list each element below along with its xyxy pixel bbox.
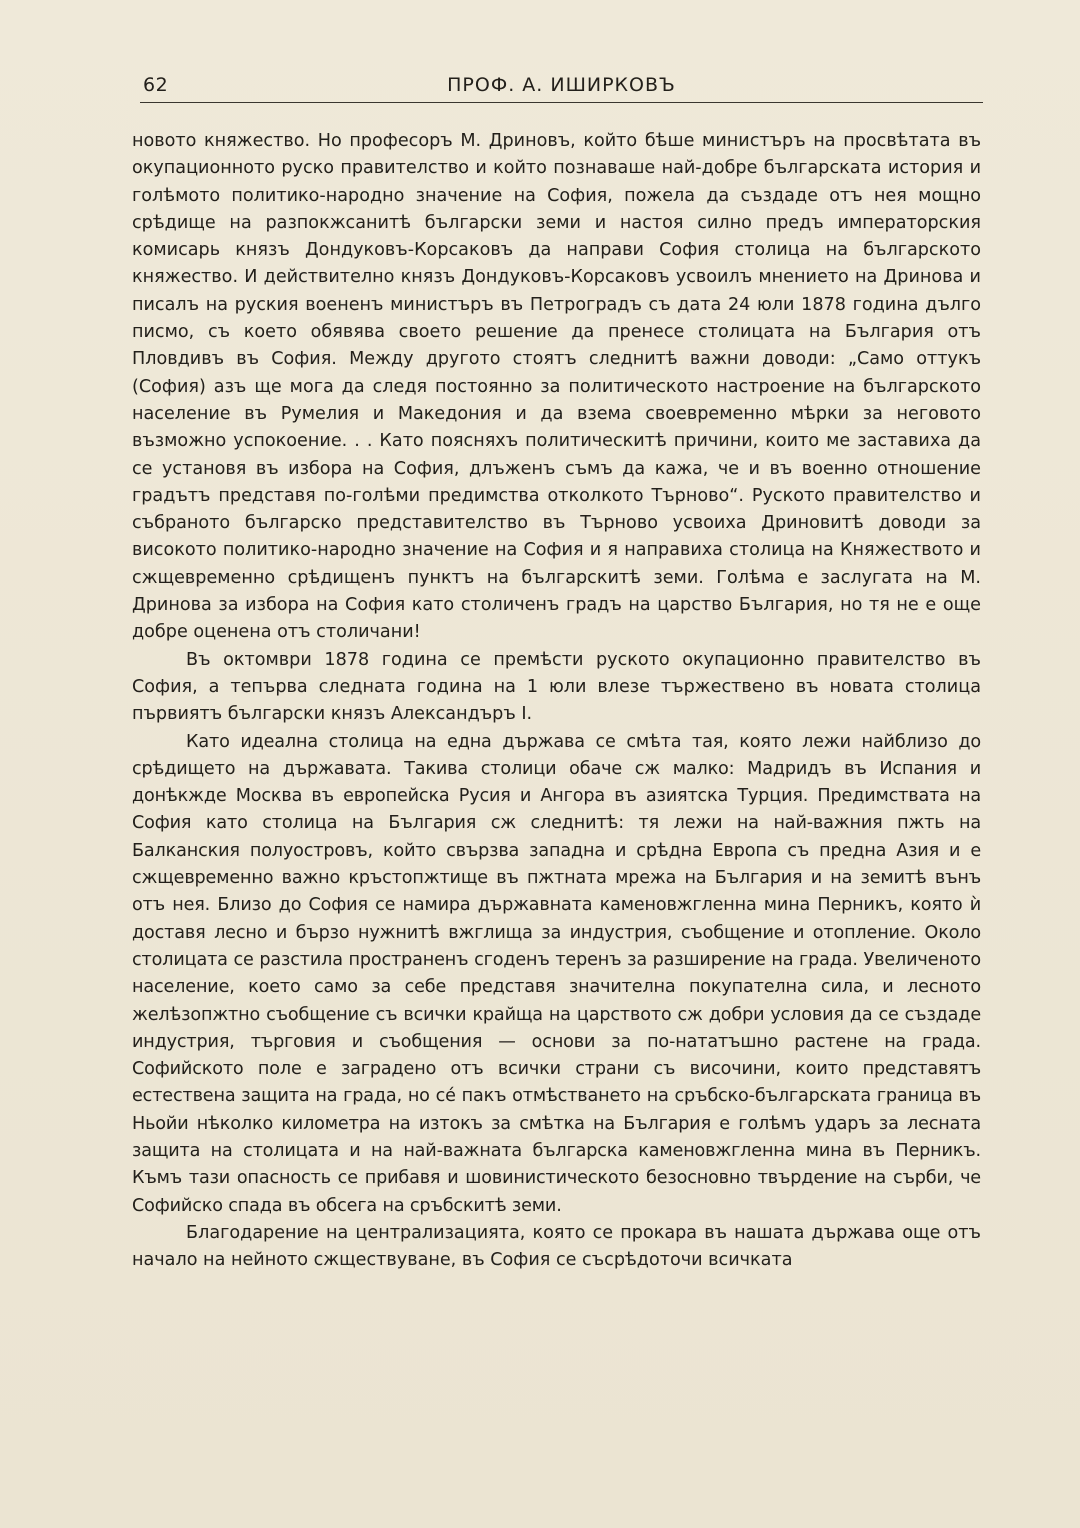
page-number: 62 — [143, 74, 169, 96]
body-text — [132, 128, 981, 1274]
running-title: ПРОФ. А. ИШИРКОВЪ — [447, 74, 676, 96]
page-header — [140, 74, 983, 102]
paragraph-2: Въ октомври 1878 година се премѣсти руското окупационно правителство въ София, а тепърва следната година на 1 юли влезе тържествено въ новата столица първиятъ български князъ Александъръ I. — [132, 649, 981, 725]
paragraph-4: Благодарение на централизацията, която се прокара въ нашата държава още отъ начало на нейното сжществуване, въ София се съсрѣдоточи всичката — [132, 1222, 981, 1271]
paragraph-1: новото княжество. Но професоръ М. Дриновъ, който бѣше министъръ на просвѣтата въ окупационното руско правителство и който познаваше най-добре българската история и голѣмото политико-народно значение на София, пожела да създаде отъ нея мощно срѣдище на разпокжсанитѣ български земи и настоя силно предъ императорския комисарь князъ Дондуковъ-Корсаковъ да направи София столица на българското княжество. И действително князъ Дондуковъ-Корсаковъ усвоилъ мнението на Дринова и писалъ на руския воененъ министъръ въ Петроградъ съ дата 24 юли 1878 година дълго писмо, съ което обявява своето решение да пренесе столицата на България отъ Пловдивъ въ София. Между другото стоятъ следнитѣ важни доводи: „Само оттукъ (София) азъ ще мога да следя постоянно за политическото настроение на българското население въ Румелия и Македония и да взема своевременно мѣрки за неговото възможно успокоение. . . Като поясняхъ политическитѣ причини, които ме заставиха да се установя въ избора на София, длъженъ съмъ да кажа, че и въ военно отношение градътъ представя по-голѣми предимства отколкото Търново“. Руското правителство и събраното българско представителство въ Търново усвоиха Дриновитѣ доводи за високото политико-народно значение на София и я направиха столица на Княжеството и сжщевременно срѣдищенъ пунктъ на българскитѣ земи. Голѣма е заслугата на М. Дринова за избора на София като столиченъ градъ на царство България, но тя не е още добре оценена отъ столичани! — [132, 131, 981, 643]
paragraph-3: Като идеална столица на една държава се смѣта тая, която лежи найблизо до срѣдището на държавата. Такива столици обаче сж малко: Мадридъ въ Испания и донѣкжде Москва въ европейска Русия и Ангора въ азиятска Турция. Предимствата на София като столица на България сж следнитѣ: тя лежи на най-важния пжть на Балканския полуостровъ, който свързва западна и срѣдна Европа съ предна Азия и е сжщевременно важно кръстопжтище въ пжтната мрежа на България и на земитѣ вънъ отъ нея. Близо до София се намира държавната каменовжгленна мина Перникъ, която ѝ доставя лесно и бързо нужнитѣ вжглища за индустрия, съобщение и отопление. Около столицата се разстила пространенъ сгоденъ теренъ за разширение на града. Увеличеното население, което само за себе представя значителна покупателна сила, и лесното желѣзопжтно съобщение съ всички крайща на царството сж добри условия да се създаде индустрия, търговия и съобщения — основи за по-нататъшно растене на града. Софийското поле е заградено отъ всички страни съ височини, които представятъ естествена защита на града, но се́ пакъ отмѣстването на сръбско-българската граница въ Ньойи нѣколко километра на изтокъ за смѣтка на България е голѣмъ ударъ за лесната защита на столицата и на най-важната българска каменовжгленна мина въ Перникъ. Къмъ тази опасность се прибавя и шовинистическото безосновно твърдение на сърби, че Софийско спада въ обсега на сръбскитѣ земи. — [132, 731, 981, 1216]
header-rule — [140, 102, 983, 103]
